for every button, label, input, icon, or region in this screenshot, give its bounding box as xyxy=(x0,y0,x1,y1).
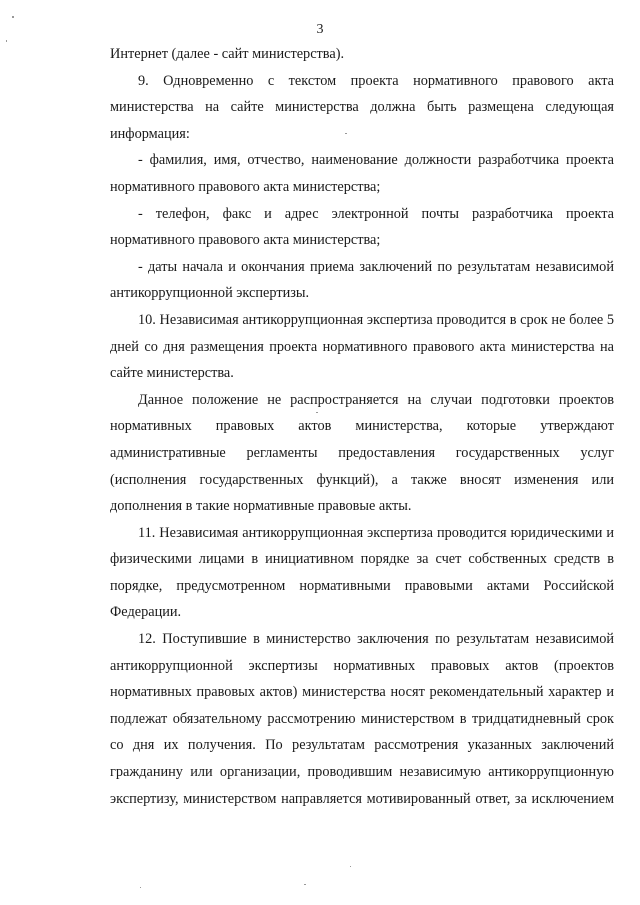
scan-speck xyxy=(140,887,141,888)
scan-speck xyxy=(316,412,318,413)
page-number: 3 xyxy=(316,22,324,37)
paragraph-continuation: Интернет (далее - сайт министерства). xyxy=(110,46,345,62)
paragraph-item-9: 9. Одновременно с текстом проекта нормативного правового акта министерства на сайте министерства должна быть размещена следующая информация: xyxy=(110,72,614,142)
document-body xyxy=(110,41,614,812)
scan-speck xyxy=(12,16,14,18)
paragraph-item-12: 12. Поступившие в министерство заключения по результатам независимой антикоррупционной экспертизы нормативных правовых актов (проектов нормативных правовых актов) министерства носят рекомендательный характер и подлежат обязательному рассмотрению министерством в тридцатидневный срок со дня их получения. По результатам рассмотрения указанных заключений гражданину или организации, проводившим независимую антикоррупционную экспертизу, министерством направляется мотивированный ответ, за исключением xyxy=(110,631,614,807)
scan-speck xyxy=(350,866,351,867)
scan-speck xyxy=(345,133,347,134)
paragraph-exception: Данное положение не распространяется на случаи подготовки проектов нормативных правовых актов министерства, которые утверждают административные регламенты предоставления государственных услуг (исполнения государственных функций), а также вносят изменения или дополнения в такие нормативные правовые акты. xyxy=(110,391,614,515)
scan-speck xyxy=(6,40,7,42)
scan-speck xyxy=(304,884,306,885)
paragraph-item-11: 11. Независимая антикоррупционная экспертиза проводится юридическими и физическими лицами в инициативном порядке за счет собственных средств в порядке, предусмотренном нормативными правовыми актами Российской Федерации. xyxy=(110,524,614,621)
list-item-developer-contacts: - телефон, факс и адрес электронной почты разработчика проекта нормативного правового акта министерства; xyxy=(110,205,614,249)
paragraph-item-10: 10. Независимая антикоррупционная экспертиза проводится в срок не более 5 дней со дня размещения проекта нормативного правового акта министерства на сайте министерства. xyxy=(110,311,614,382)
list-item-dates: - даты начала и окончания приема заключений по результатам независимой антикоррупционной экспертизы. xyxy=(110,258,614,302)
list-item-developer-name: - фамилия, имя, отчество, наименование должности разработчика проекта нормативного правового акта министерства; xyxy=(110,152,614,195)
